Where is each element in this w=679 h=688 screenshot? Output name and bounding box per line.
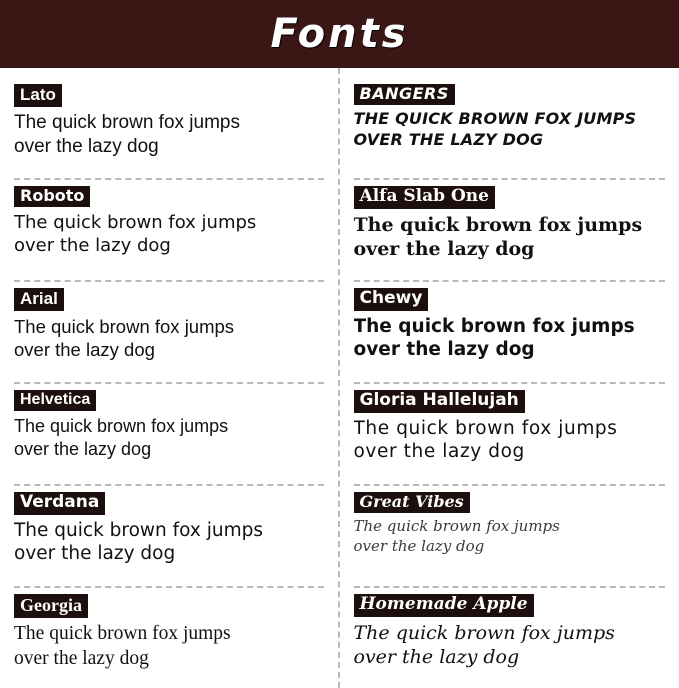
font-block-verdana	[14, 486, 324, 588]
sample-line-2: over the lazy dog	[353, 339, 535, 361]
sample-line-2: over the lazy dog	[14, 235, 171, 257]
sample-line-1: The quick brown fox jumps	[353, 621, 615, 644]
font-label-bangers: BANGERS	[354, 84, 455, 105]
sample-line-1: The quick brown fox jumps	[14, 111, 240, 133]
font-label-helvetica: Helvetica	[14, 390, 96, 411]
font-sample-gloria-hallelujah	[354, 417, 654, 464]
font-block-chewy	[354, 282, 666, 384]
sample-line-2: over the lazy dog	[14, 647, 149, 669]
sample-line-2: OVER THE LAZY DOG	[353, 129, 544, 149]
font-block-gloria-hallelujah	[354, 384, 666, 486]
sample-line-1: The quick brown fox jumps	[14, 315, 235, 337]
sample-line-1: THE QUICK BROWN FOX JUMPS	[353, 109, 637, 129]
font-label-roboto: Roboto	[14, 186, 90, 207]
font-label-great-vibes: Great Vibes	[354, 492, 470, 513]
font-label-georgia: Georgia	[14, 594, 88, 618]
font-block-arial	[14, 282, 324, 384]
sample-line-2: over the lazy dog	[14, 339, 155, 361]
font-label-verdana: Verdana	[14, 492, 105, 515]
sample-line-2: over the lazy dog	[14, 135, 159, 157]
sample-line-1: The quick brown fox jumps	[14, 622, 231, 644]
font-label-gloria-hallelujah: Gloria Hallelujah	[354, 390, 525, 413]
font-label-homemade-apple: Homemade Apple	[354, 594, 534, 617]
font-sample-verdana	[14, 519, 314, 566]
sample-line-1: The quick brown fox jumps	[353, 213, 643, 236]
font-block-bangers	[354, 78, 666, 180]
sample-line-1: The quick brown fox jumps	[14, 212, 257, 234]
sample-line-2: over the lazy dog	[14, 439, 152, 460]
font-sample-alfa-slab-one	[354, 213, 654, 262]
sample-line-1: The quick brown fox jumps	[353, 517, 560, 536]
font-sample-helvetica	[14, 415, 314, 461]
font-block-homemade-apple	[354, 588, 666, 688]
font-sample-lato	[14, 111, 314, 160]
font-block-helvetica	[14, 384, 324, 486]
font-label-lato: Lato	[14, 84, 62, 107]
font-label-chewy: Chewy	[354, 288, 429, 311]
font-block-alfa-slab-one	[354, 180, 666, 282]
font-block-lato	[14, 78, 324, 180]
font-sample-bangers	[354, 109, 654, 150]
font-block-roboto	[14, 180, 324, 282]
sample-line-2: over the lazy dog	[353, 645, 520, 668]
sample-line-1: The quick brown fox jumps	[14, 416, 229, 437]
sample-line-2: over the lazy dog	[353, 237, 535, 260]
right-column	[340, 68, 679, 688]
font-columns	[0, 68, 679, 688]
font-block-georgia	[14, 588, 324, 688]
font-block-great-vibes	[354, 486, 666, 588]
sample-line-1: The quick brown fox jumps	[14, 519, 264, 541]
sample-line-2: over the lazy dog	[353, 536, 485, 555]
sample-line-2: over the lazy dog	[14, 543, 176, 565]
font-sample-arial	[14, 315, 314, 362]
font-sample-georgia	[14, 622, 314, 672]
font-sample-great-vibes	[354, 517, 654, 555]
page-title: Fonts	[270, 11, 409, 57]
sample-line-1: The quick brown fox jumps	[353, 417, 618, 439]
font-label-alfa-slab-one: Alfa Slab One	[354, 186, 495, 209]
left-column	[0, 68, 340, 688]
font-sample-roboto	[14, 211, 314, 257]
font-label-arial: Arial	[14, 288, 64, 311]
sample-line-2: over the lazy dog	[353, 441, 525, 463]
font-sample-homemade-apple	[354, 621, 654, 670]
page-header	[0, 0, 679, 68]
sample-line-1: The quick brown fox jumps	[353, 315, 635, 337]
font-sample-chewy	[354, 315, 654, 362]
